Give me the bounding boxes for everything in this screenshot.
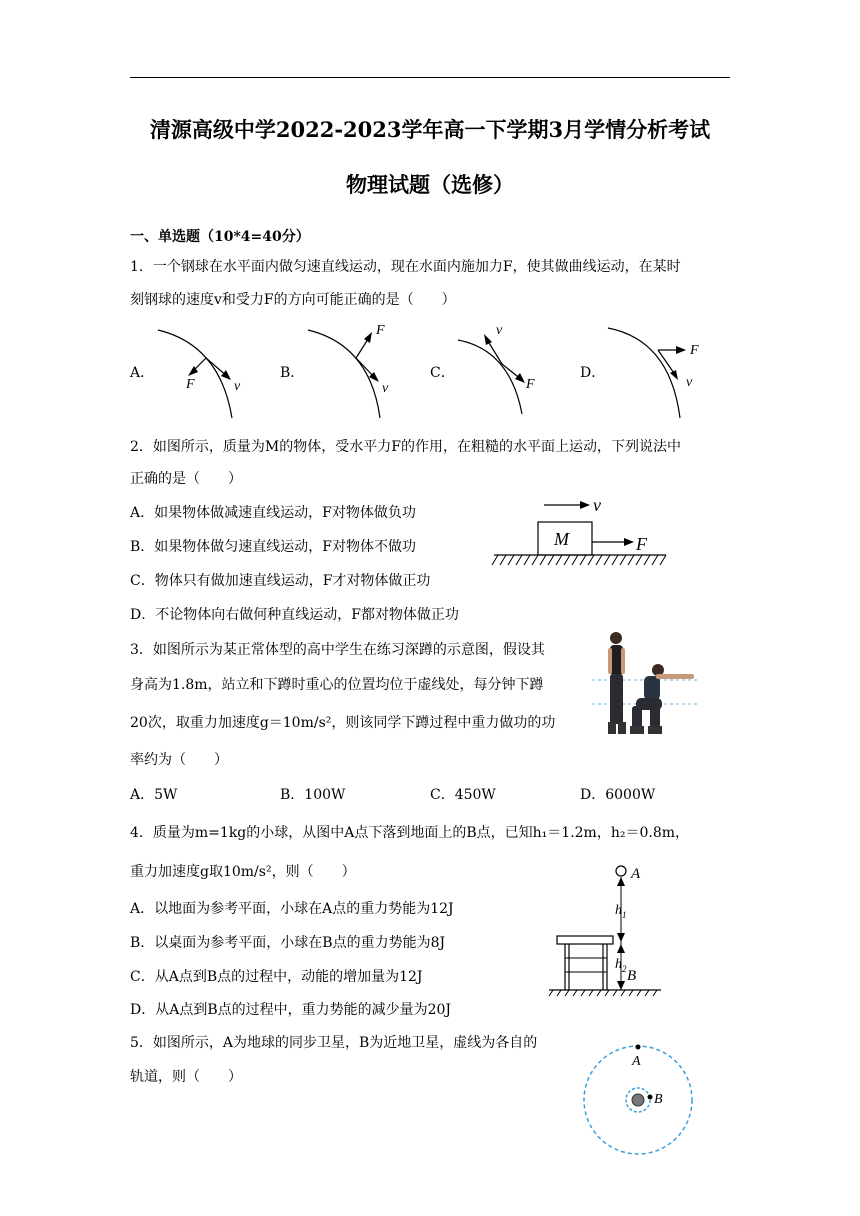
q3-option-c: C．450W [430,787,496,803]
q2-force-label: F [636,534,647,554]
q1-option-c-label: C． [430,365,455,381]
q1-option-a-label: A． [130,365,155,381]
q1-stem-line1: 1．一个钢球在水平面内做匀速直线运动，现在水面内施加力F，使其做曲线运动，在某时 [130,259,681,275]
page-subtitle: 物理试题（选修） [346,172,514,197]
q1-figure-c [450,320,560,420]
q1-c-force-label: F [526,377,535,392]
q1-b-force-label: F [376,323,385,338]
q3-squat-figure [592,630,702,742]
q1-d-force-label: F [690,343,699,358]
q1-option-d-label: D． [580,365,606,381]
q5-orbit-figure [580,1040,700,1164]
q1-a-force-label: F [186,377,195,392]
q1-c-velocity-label: v [496,323,503,338]
q2-velocity-label: v [593,495,601,515]
q2-option-a: A．如果物体做减速直线运动，F对物体做负功 [130,505,416,521]
q1-a-velocity-label: v [234,379,241,394]
q4-stem-line1: 4．质量为m=1kg的小球，从图中A点下落到地面上的B点，已知h₁＝1.2m，h₂＝0.8m， [130,825,690,841]
q3-option-a: A．5W [130,787,178,803]
q3-stem-line1: 3．如图所示为某正常体型的高中学生在练习深蹲的示意图，假设其 [130,642,545,658]
q2-option-c: C．物体只有做加速直线运动，F才对物体做正功 [130,573,431,589]
q4-option-b: B．以桌面为参考平面，小球在B点的重力势能为8J [130,935,446,951]
q1-figure-b [300,320,410,420]
q1-figure-a [150,320,260,420]
q2-stem-line2: 正确的是（ ） [130,471,242,487]
q4-point-b-label: B [627,968,637,984]
page-title: 清源高级中学2022-2023学年高一下学期3月学情分析考试 [149,117,711,142]
q5-stem-line1: 5．如图所示，A为地球的同步卫星，B为近地卫星，虚线为各自的 [130,1035,538,1051]
q4-stem-line2: 重力加速度g取10m/s²，则（ ） [130,864,356,880]
q3-option-b: B．100W [280,787,346,803]
q3-stem-line3: 20次，取重力加速度g＝10m/s²，则该同学下蹲过程中重力做功的功 [130,715,556,731]
q1-stem-line2: 刻钢球的速度v和受力F的方向可能正确的是（ ） [130,292,456,308]
q2-option-b: B．如果物体做匀速直线运动，F对物体不做功 [130,539,417,555]
q4-option-a: A．以地面为参考平面，小球在A点的重力势能为12J [130,901,454,917]
q4-h2-label: $h_2$ [615,957,627,974]
q2-stem-line1: 2．如图所示，质量为M的物体，受水平力F的作用，在粗糙的水平面上运动，下列说法中 [130,439,681,455]
q1-figure-d [600,320,710,420]
q4-drop-figure [545,862,665,998]
section-heading: 一、单选题（10*4=40分） [130,229,310,245]
q4-option-c: C．从A点到B点的过程中，动能的增加量为12J [130,969,423,985]
q4-point-a-label: A [631,866,641,882]
q2-mass-label: M [554,529,569,549]
q2-block-figure [490,492,670,570]
q5-satellite-b-label: B [654,1092,663,1107]
q1-d-velocity-label: v [686,375,693,390]
q3-stem-line2: 身高为1.8m，站立和下蹲时重心的位置均位于虚线处，每分钟下蹲 [130,677,544,693]
q4-option-d: D．从A点到B点的过程中，重力势能的减少量为20J [130,1002,452,1018]
q5-satellite-a-label: A [632,1054,641,1069]
q2-option-d: D．不论物体向右做何种直线运动，F都对物体做正功 [130,607,459,623]
q1-option-b-label: B． [280,365,305,381]
q3-stem-line4: 率约为（ ） [130,752,228,768]
q1-b-velocity-label: v [382,381,389,396]
q5-stem-line2: 轨道，则（ ） [130,1069,242,1085]
q4-h1-label: $h_1$ [615,903,627,920]
q3-option-d: D．6000W [580,787,656,803]
top-rule [130,77,730,78]
